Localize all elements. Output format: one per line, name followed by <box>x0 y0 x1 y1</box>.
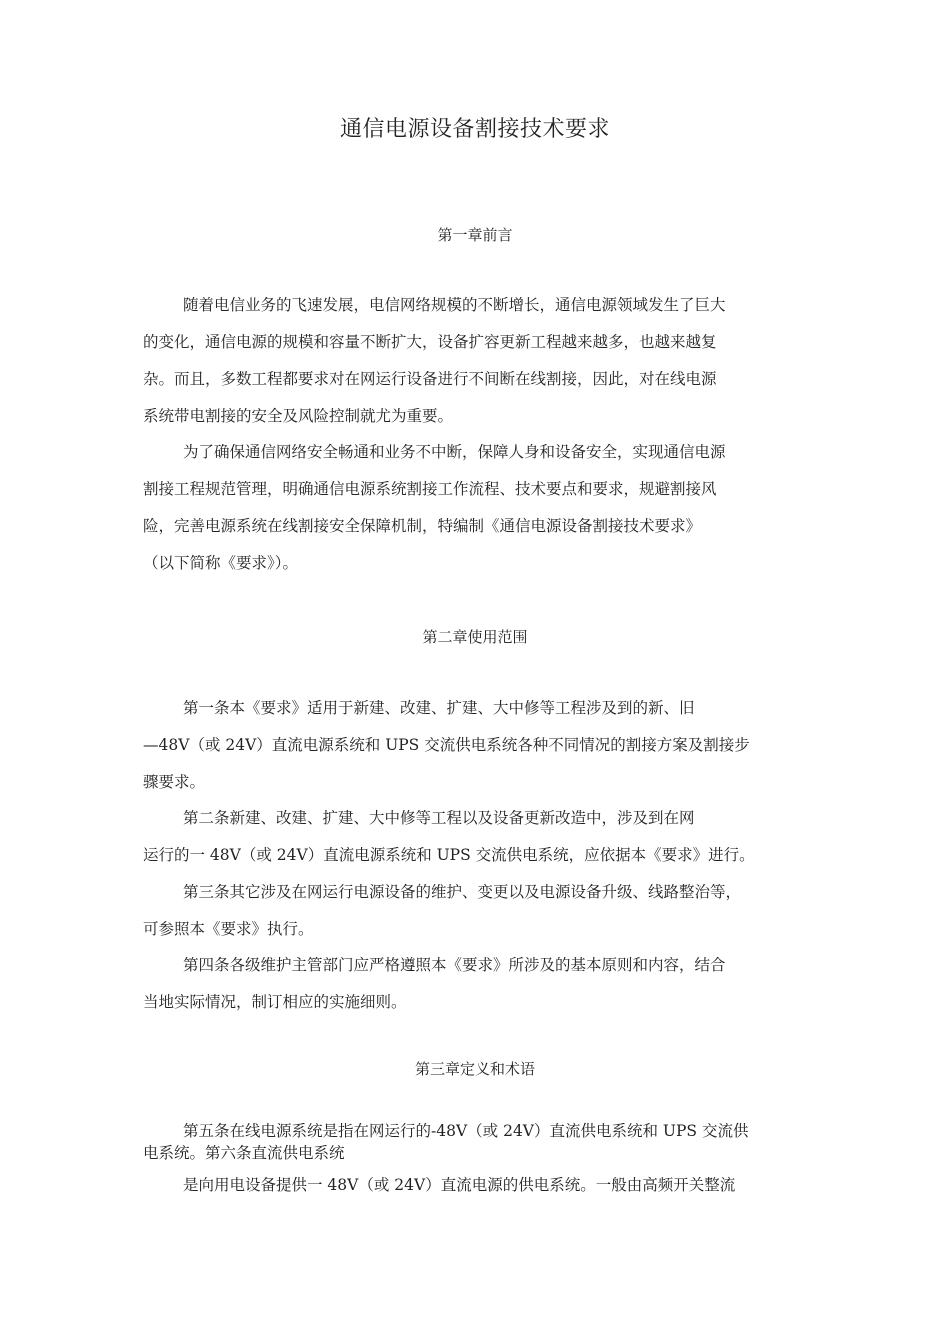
article-5 <box>143 1120 815 1164</box>
paragraph-line: 可参照本《要求》执行。 <box>143 920 314 938</box>
paragraph-line: （以下简称《要求》）。 <box>143 554 299 572</box>
document-title: 通信电源设备割接技术要求 <box>339 117 610 142</box>
paragraph-line: 割接工程规范管理，明确通信电源系统割接工作流程、技术要点和要求，规避割接风 <box>143 480 717 498</box>
paragraph-line: 为了确保通信网络安全畅通和业务不中断，保障人身和设备安全，实现通信电源 <box>183 443 726 461</box>
paragraph-line: 当地实际情况，制订相应的实施细则。 <box>143 993 407 1011</box>
article-3 <box>143 874 815 948</box>
paragraph-line: 电系统。第六条直流供电系统 <box>143 1144 345 1162</box>
paragraph-line: 第三条其它涉及在网运行电源设备的维护、变更以及电源设备升级、线路整治等， <box>183 883 742 901</box>
paragraph-line: 系统带电割接的安全及风险控制就尤为重要。 <box>143 407 454 425</box>
article-2 <box>143 800 815 874</box>
chapter-1-paragraph-2 <box>143 434 815 582</box>
chapter-2-heading: 第二章使用范围 <box>422 628 528 646</box>
paragraph-line: 第一条本《要求》适用于新建、改建、扩建、大中修等工程涉及到的新、旧 <box>183 699 695 717</box>
article-1 <box>143 690 815 801</box>
article-4 <box>143 947 815 1021</box>
paragraph-line: 杂。而且，多数工程都要求对在网运行设备进行不间断在线割接，因此，对在线电源 <box>143 370 717 388</box>
paragraph-line: 第四条各级维护主管部门应严格遵照本《要求》所涉及的基本原则和内容，结合 <box>183 956 726 974</box>
paragraph-line: 的变化，通信电源的规模和容量不断扩大，设备扩容更新工程越来越多，也越来越复 <box>143 333 717 351</box>
paragraph-line: 险，完善电源系统在线割接安全保障机制，特编制《通信电源设备割接技术要求》 <box>143 517 702 535</box>
paragraph-line: 随着电信业务的飞速发展，电信网络规模的不断增长，通信电源领域发生了巨大 <box>183 296 726 314</box>
article-6 <box>143 1167 815 1204</box>
paragraph-line: —48V（或 24V）直流电源系统和 UPS 交流供电系统各种不同情况的割接方案及割接步 <box>143 736 750 754</box>
chapter-1-heading: 第一章前言 <box>437 226 513 244</box>
chapter-3-heading: 第三章定义和术语 <box>414 1060 535 1078</box>
chapter-1-paragraph-1 <box>143 287 815 435</box>
paragraph-line: 第二条新建、改建、扩建、大中修等工程以及设备更新改造中，涉及到在网 <box>183 809 695 827</box>
paragraph-line: 是向用电设备提供一 48V（或 24V）直流电源的供电系统。一般由高频开关整流 <box>183 1176 736 1194</box>
paragraph-line: 运行的一 48V（或 24V）直流电源系统和 UPS 交流供电系统，应依据本《要求》进行。 <box>143 846 755 864</box>
paragraph-line: 第五条在线电源系统是指在网运行的-48V（或 24V）直流供电系统和 UPS 交流供 <box>183 1122 749 1140</box>
paragraph-line: 骤要求。 <box>143 773 206 791</box>
